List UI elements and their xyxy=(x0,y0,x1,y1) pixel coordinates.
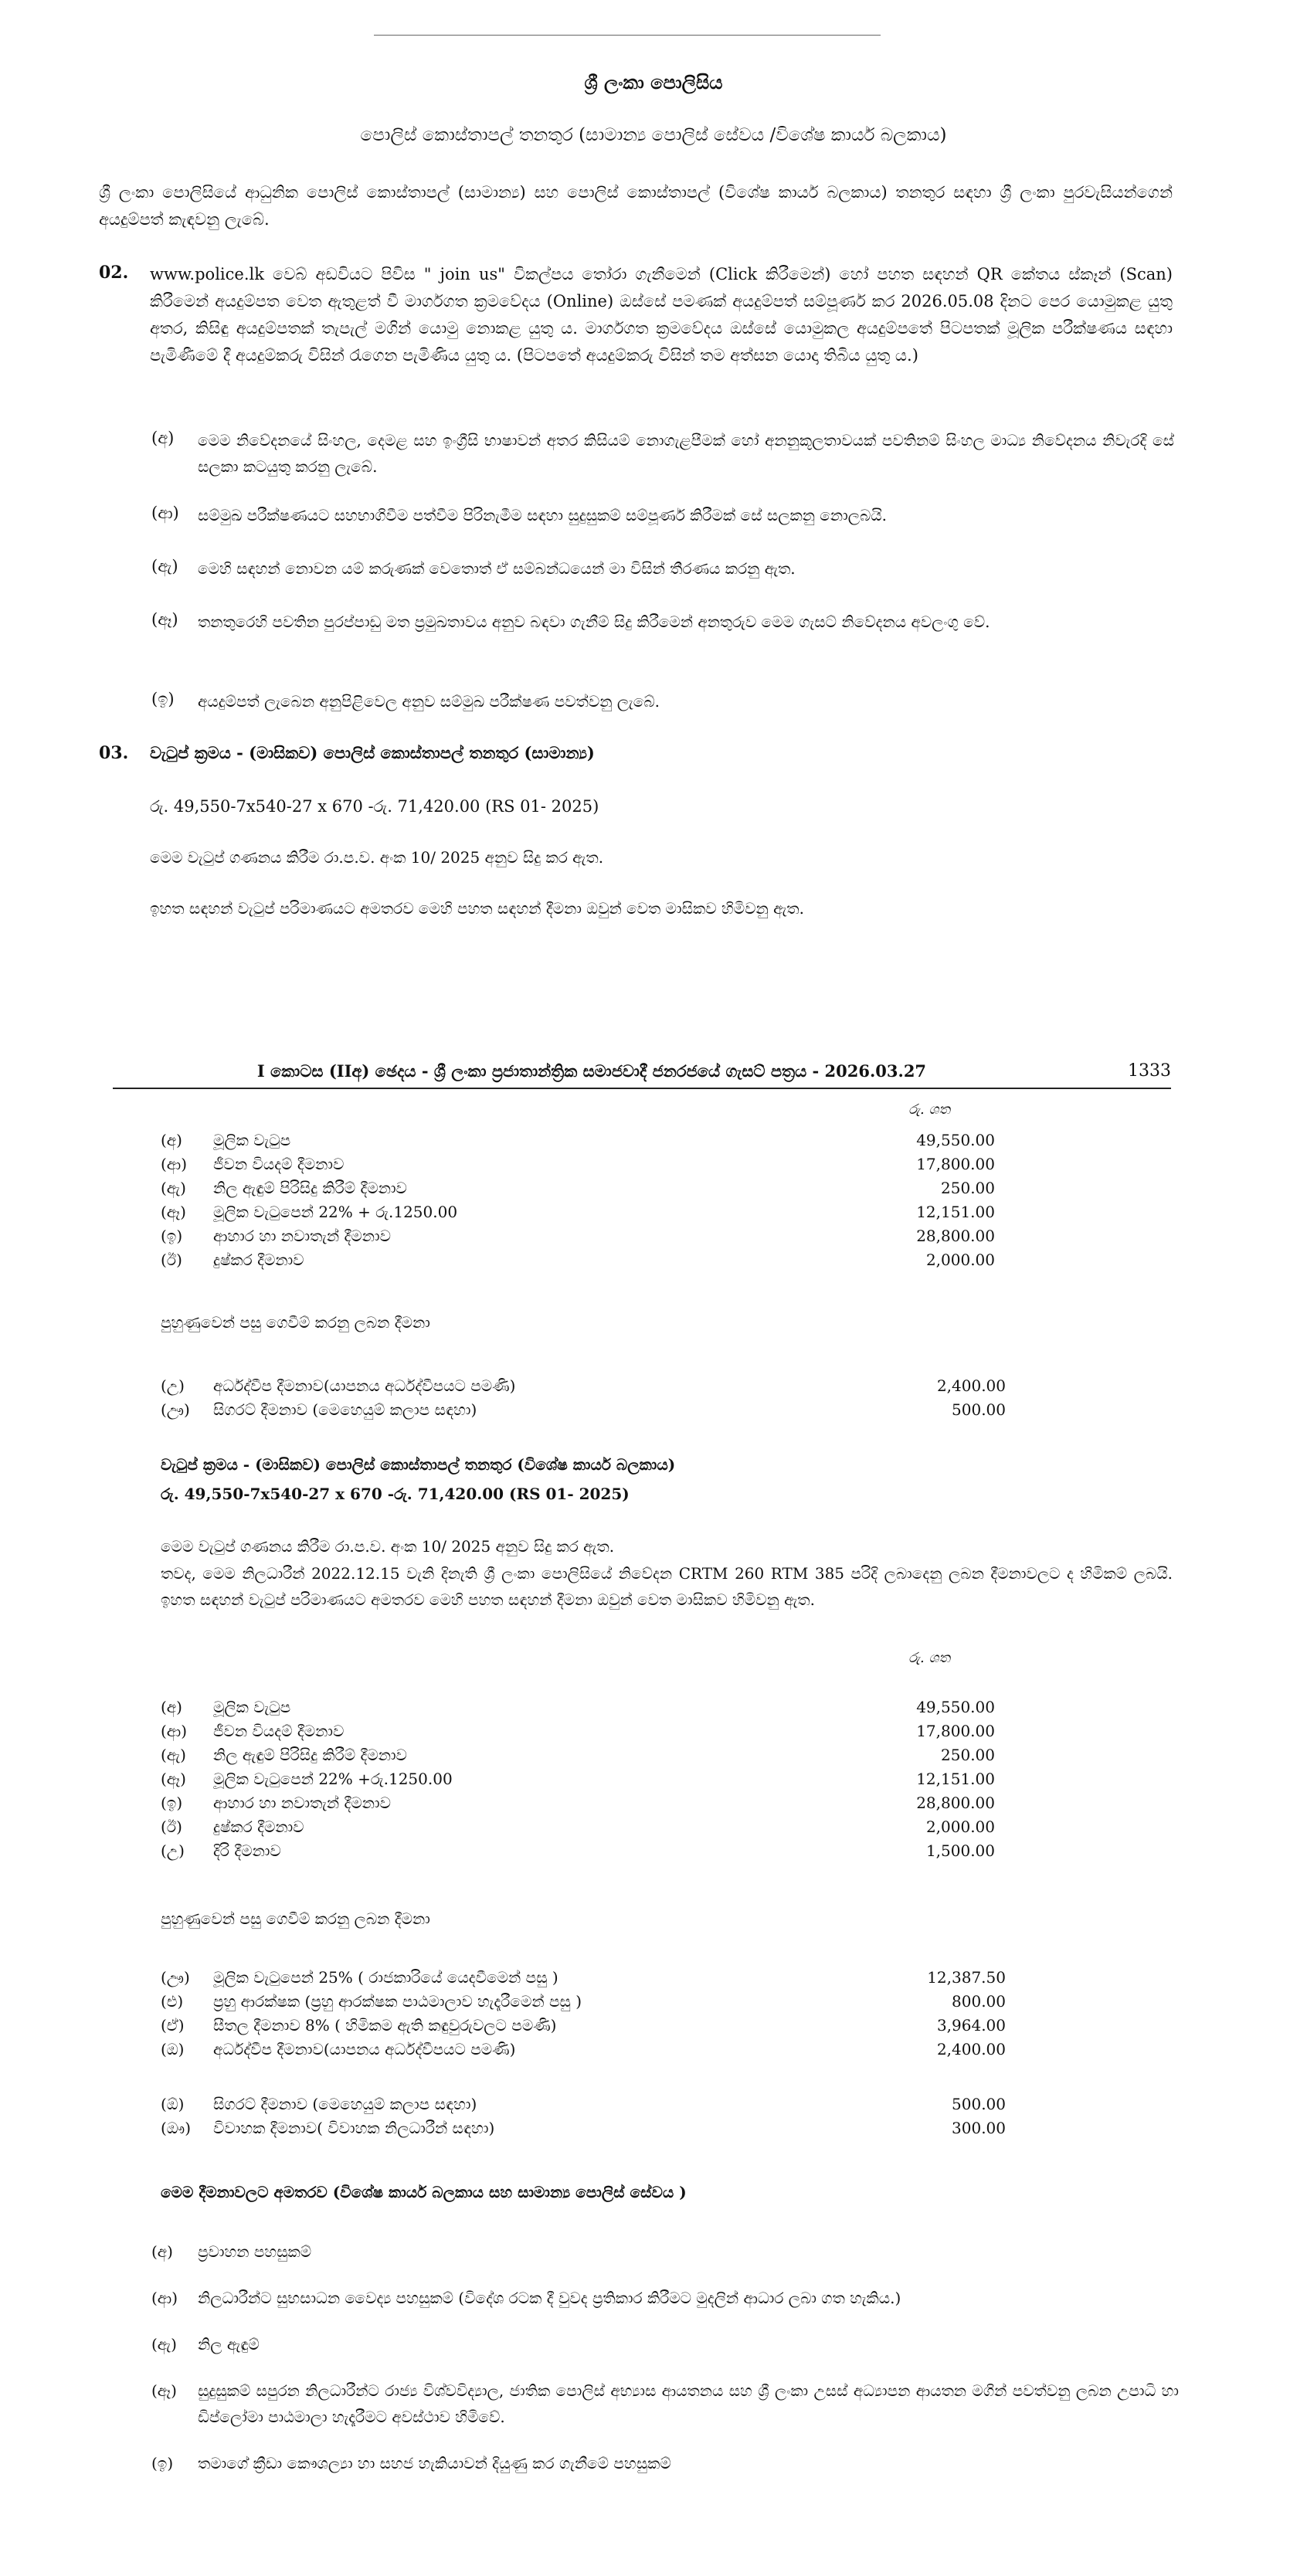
after-training-table-1 xyxy=(161,1376,1006,1424)
row-value: 300.00 xyxy=(952,2119,1006,2137)
page-title: ශ්‍රී ලංකා පොලිසිය xyxy=(584,71,723,93)
list-item-letter: (ඇ) xyxy=(151,557,178,575)
table-row xyxy=(161,2119,1006,2143)
list-item-text: ප්‍රවාහන පහසුකම් xyxy=(198,2242,312,2261)
row-label: සිගරට් දීමනාව (මෙහෙයුම් කලාප සඳහා) xyxy=(213,1400,477,1419)
list-item xyxy=(151,2450,1179,2476)
post-title: පොලිස් කොස්තාපල් තනතුර (සාමාන්‍ය පොලිස් සේවය /විශේෂ කාර්ය බලකාය) xyxy=(360,125,947,145)
intro-paragraph: ශ්‍රී ලංකා පොලිසියේ ආධුනික පොලිස් කොස්තාපල් (සාමාන්‍ය) සහ පොලිස් කොස්තාපල් (විශේෂ කාර්ය බලකාය) තනතුර සඳහා ශ්‍රී ලංකා පුරවැසියන්ගෙන් අයදුම්පත් කැඳවනු ලැබේ. xyxy=(99,183,1173,229)
row-value: 250.00 xyxy=(941,1746,995,1764)
row-value: 500.00 xyxy=(952,1400,1006,1419)
row-value: 1,500.00 xyxy=(925,1841,995,1860)
gazette-page-header xyxy=(113,1060,1171,1089)
after-training-heading: පුහුණුවෙන් පසු ගෙවීම් කරනු ලබන දීමනා xyxy=(161,1909,430,1928)
row-label: දිරි දීමනාව xyxy=(213,1841,281,1860)
list-item-letter: (ඉ) xyxy=(151,2454,174,2472)
row-label: අර්ධද්වීප දීමනාව(යාපනය අර්ධද්වීපයට පමණි) xyxy=(213,1376,516,1395)
row-label: අර්ධද්වීප දීමනාව(යාපනය අර්ධද්වීපයට පමණි) xyxy=(213,2040,516,2058)
row-letter: (උ) xyxy=(161,1841,185,1860)
list-item-text: මෙම නිවේදනයේ සිංහල, දෙමළ සහ ඉංග්‍රීසි භාෂාවන් අතර කිසියම් නොගැළපීමක් හෝ අනනුකූලතාවයක් පවතිනම් සිංහල මාධ්‍ය නිවේදනය නිවැරදි සේ සලකා කටයුතු කරනු ලැබේ. xyxy=(198,431,1174,476)
row-label: දුෂ්කර දීමනාව xyxy=(213,1817,304,1836)
list-item-text: සුදුසුකම් සපුරන නිලධාරීන්ට රාජ්‍ය විශ්වවිද්‍යාල, ජාතික පොලිස් අභ්‍යාස ආයතනය සහ ශ්‍රී ලංකා උසස් අධ්‍යාපන ආයතන මගින් පවත්වනු ලබන උපාධි හා ඩිප්ලෝමා පාඨමාලා හැදෑරීමට අවස්ථාව හිමිවේ. xyxy=(198,2381,1179,2426)
row-letter: (ඈ) xyxy=(161,1203,186,1221)
row-value: 12,387.50 xyxy=(927,1968,1006,1987)
list-item-text: මෙහි සඳහන් නොවන යම් කරුණක් වෙතොත් ඒ සම්බන්ධයෙන් මා විසින් තීරණය කරනු ඇත. xyxy=(198,559,796,578)
row-label: දුෂ්කර දීමනාව xyxy=(213,1251,304,1269)
table-row xyxy=(161,1227,995,1251)
row-value: 250.00 xyxy=(941,1179,995,1197)
page-number: 1333 xyxy=(1128,1061,1171,1081)
allowance-table-2 xyxy=(161,1698,995,1865)
list-item xyxy=(151,2377,1179,2430)
row-letter: (අ) xyxy=(161,1698,182,1716)
list-item-letter: (අ) xyxy=(151,2242,173,2261)
table-row xyxy=(161,1179,995,1203)
row-value: 2,000.00 xyxy=(925,1817,995,1836)
table-row xyxy=(161,1968,1006,1992)
row-label: ආහාර හා නවාතැන් දීමනාව xyxy=(213,1794,391,1812)
row-value: 2,400.00 xyxy=(936,1376,1006,1395)
row-value: 17,800.00 xyxy=(916,1155,995,1173)
row-value: 3,964.00 xyxy=(936,2016,1006,2035)
row-letter: (ඉ) xyxy=(161,1227,183,1245)
row-letter: (ඇ) xyxy=(161,1746,186,1764)
row-letter: (ආ) xyxy=(161,1722,188,1740)
row-letter: (ඈ) xyxy=(161,1770,186,1788)
table-row xyxy=(161,1841,995,1865)
table-row xyxy=(161,1817,995,1841)
list-item xyxy=(151,2238,1179,2265)
table-row xyxy=(161,1722,995,1746)
row-value: 500.00 xyxy=(952,2095,1006,2113)
benefits-heading: මෙම දීමනාවලට අමතරව (විශේෂ කාර්ය බලකාය සහ සාමාන්‍ය පොලිස් සේවය ) xyxy=(161,2183,687,2201)
list-item-letter: (අ) xyxy=(151,429,175,447)
row-label: ප්‍රහු ආරක්ෂක (ප්‍රහු ආරක්ෂක පාඨමාලාව හැදෑරීමෙන් පසු ) xyxy=(213,1992,582,2011)
top-rule xyxy=(374,35,881,36)
row-label: ආහාර හා නවාතැන් දීමනාව xyxy=(213,1227,391,1245)
row-value: 28,800.00 xyxy=(916,1227,995,1245)
row-letter: (ඌ) xyxy=(161,1968,190,1987)
row-label: ජීවන වියදම් දීමනාව xyxy=(213,1155,345,1173)
table-row xyxy=(161,1698,995,1722)
row-letter: (ඌ) xyxy=(161,1400,190,1419)
row-value: 2,400.00 xyxy=(936,2040,1006,2058)
row-label: මූලික වැටුප xyxy=(213,1698,291,1716)
section-number-02: 02. xyxy=(99,263,129,283)
table-row xyxy=(161,1376,1006,1400)
list-item-letter: (ඉ) xyxy=(151,690,175,708)
unit-label: රු. ශත xyxy=(908,1101,950,1118)
after-training-table-2b xyxy=(161,2095,1006,2143)
row-label: මූලික වැටුපෙන් 25% ( රාජකාරියේ යෙදවීමෙන් පසු ) xyxy=(213,1968,558,1987)
row-value: 2,000.00 xyxy=(925,1251,995,1269)
stf-note-paragraph: තවද, මෙම නිලධාරීන් 2022.12.15 වැනි දිනැති ශ්‍රී ලංකා පොලිසියේ නිවේදන CRTM 260 RTM 385 පරිදි ලබාදෙනු ලබන දීමනාවලට ද හිමිකම් ලබයි. ඉහත සඳහන් වැටුප් පරිමාණයට අමතරව මෙහි පහත සඳහන් දීමනා ඔවුන් වෙත මාසිකව හිමිවනු ඇත. xyxy=(161,1564,1173,1609)
row-letter: (ඊ) xyxy=(161,1817,182,1836)
section-number-03: 03. xyxy=(99,743,129,763)
list-item-text: තනතුරෙහි පවතින පුරප්පාඩු මත ප්‍රමුඛතාවය අනුව බඳවා ගැනීම් සිදු කිරීමෙන් අනතුරුව මෙම ගැසට් නිවේදනය අවලංගු වේ. xyxy=(198,613,990,631)
salary-note: ඉහත සඳහන් වැටුප් පරිමාණයට අමතරව මෙහි පහත සඳහන් දීමනා ඔවුන් වෙත මාසිකව හිමිවනු ඇත. xyxy=(150,899,805,918)
list-item-letter: (ඈ) xyxy=(151,2381,177,2400)
row-label: මූලික වැටුපෙන් 22% + රු.1250.00 xyxy=(213,1203,458,1221)
row-value: 28,800.00 xyxy=(916,1794,995,1812)
row-letter: (එ) xyxy=(161,1992,184,2011)
after-training-table-2a xyxy=(161,1968,1006,2064)
row-letter: (ඒ) xyxy=(161,2016,185,2035)
row-label: මූලික වැටුපෙන් 22% +රු.1250.00 xyxy=(213,1770,453,1788)
table-row xyxy=(161,2040,1006,2064)
row-value: 49,550.00 xyxy=(916,1698,995,1716)
table-row xyxy=(161,1746,995,1770)
row-letter: (ඉ) xyxy=(161,1794,183,1812)
row-label: සිගරට් දීමනාව (මෙහෙයුම් කලාප සඳහා) xyxy=(213,2095,477,2113)
row-letter: (ආ) xyxy=(161,1155,188,1173)
row-value: 12,151.00 xyxy=(916,1770,995,1788)
row-value: 17,800.00 xyxy=(916,1722,995,1740)
row-label: නිල ඇඳුම් පිරිසිදු කිරීම් දීමනාව xyxy=(213,1746,407,1764)
row-value: 800.00 xyxy=(952,1992,1006,2011)
after-training-heading: පුහුණුවෙන් පසු ගෙවීම් කරනු ලබන දීමනා xyxy=(161,1313,430,1332)
row-letter: (ඖ) xyxy=(161,2119,192,2137)
list-item xyxy=(151,2285,1179,2311)
row-value: 12,151.00 xyxy=(916,1203,995,1221)
unit-label: රු. ශත xyxy=(908,1650,950,1666)
table-row xyxy=(161,1131,995,1155)
table-row xyxy=(161,1992,1006,2016)
table-row xyxy=(161,1770,995,1794)
row-label: සීතල දීමනාව 8% ( හිමිකම ඇති කඳුවුරුවලට පමණි) xyxy=(213,2016,557,2035)
stf-note: මෙම වැටුප් ගණනය කිරීම රා.ප.ව. අංක 10/ 2025 අනුව සිදු කර ඇත. xyxy=(161,1537,615,1556)
row-label: මූලික වැටුප xyxy=(213,1131,291,1149)
row-letter: (ඕ) xyxy=(161,2095,185,2113)
salary-note: මෙම වැටුප් ගණනය කිරීම රා.ප.ව. අංක 10/ 2025 අනුව සිදු කර ඇත. xyxy=(150,848,604,867)
gazette-header-title: I කොටස (IIඅ) ඡෙදය - ශ්‍රී ලංකා ප්‍රජාතාන්ත්‍රික සමාජවාදී ජනරජයේ ගැසට් පත්‍රය - 2026.03.27 xyxy=(256,1061,927,1081)
table-row xyxy=(161,2016,1006,2040)
row-letter: (ඔ) xyxy=(161,2040,185,2058)
row-letter: (ඊ) xyxy=(161,1251,182,1269)
row-letter: (අ) xyxy=(161,1131,182,1149)
section-02-text: www.police.lk වෙබ් අඩවියට පිවිස " join us" විකල්පය තෝරා ගැනීමෙන් (Click කිරීමෙන්) හෝ පහත සඳහන් QR කේතය ස්කෑන් (Scan) කිරීමෙන් අයදුම්පත වෙත ඇතුළත් වී මාර්ගගත ක්‍රමවේදය (Online) ඔස්සේ පමණක් අයදුම්පත් සම්පූර්ණ කර 2026.05.08 දිනට පෙර යොමුකළ යුතු අතර, කිසිඳු අයදුම්පතක් තැපැල් මගින් යොමු නොකළ යුතු ය. මාර්ගගත ක්‍රමවේදය ඔස්සේ යොමුකල අයදුම්පතේ පිටපතක් මූලික පරීක්ෂණය සඳහා පැමිණීමේ දී අයදුම්කරු විසින් රැගෙන පැමිණිය යුතු ය. (පිටපතේ අයදුම්කරු විසින් තම අත්සන යොදා තිබිය යුතු ය.) xyxy=(150,265,1173,365)
table-row xyxy=(161,1155,995,1179)
table-row xyxy=(161,1794,995,1817)
list-item-letter: (ඇ) xyxy=(151,2335,177,2354)
row-value: 49,550.00 xyxy=(916,1131,995,1149)
section-03-heading: වැටුප් ක්‍රමය - (මාසිකව) පොලිස් කොස්තාපල් තනතුර (සාමාන්‍ය) xyxy=(150,743,595,762)
list-item-letter: (ඈ) xyxy=(151,610,178,629)
row-label: ජීවන වියදම් දීමනාව xyxy=(213,1722,345,1740)
list-item-letter: (ආ) xyxy=(151,504,179,522)
list-item-text: අයදුම්පත් ලැබෙන අනුපිළිවෙල අනුව සම්මුඛ පරීක්ෂණ පවත්වනු ලැබේ. xyxy=(198,692,660,711)
table-row xyxy=(161,2095,1006,2119)
row-label: විවාහක දීමනාව( විවාහක නිලධාරීන් සඳහා) xyxy=(213,2119,495,2137)
row-letter: (ඇ) xyxy=(161,1179,186,1197)
list-item-text: තමාගේ ක්‍රීඩා කෞශල්‍යා හා සහජ හැකියාවන් දියුණු කර ගැනීමේ පහසුකම් xyxy=(198,2454,671,2472)
stf-heading: වැටුප් ක්‍රමය - (මාසිකව) පොලිස් කොස්තාපල් තනතුර (විශේෂ කාර්ය බලකාය) xyxy=(161,1455,676,1474)
list-item xyxy=(151,2331,1179,2357)
list-item-text: නිලධාරීන්ට සුභසාධන වෛද්‍ය පහසුකම් (විදේශ රටක දී වුවද ප්‍රතිකාර කිරීමට මුදලින් ආධාර ලබා ගත හැකිය.) xyxy=(198,2289,901,2307)
table-row xyxy=(161,1251,995,1274)
list-item-text: සම්මුඛ පරීක්ෂණයට සහභාගිවීම පත්වීම පිරිනැමීම සඳහා සුදුසුකම් සම්පූර්ණ කිරීමක් සේ සලකනු නොලබයි. xyxy=(198,506,888,524)
table-row xyxy=(161,1203,995,1227)
list-item-text: නිල ඇඳුම් xyxy=(198,2335,260,2354)
benefits-list xyxy=(151,2238,1179,2496)
stf-salary-scale: රු. 49,550-7x540-27 x 670 -රු. 71,420.00 (RS 01- 2025) xyxy=(161,1485,630,1503)
allowance-table-1 xyxy=(161,1131,995,1274)
table-row xyxy=(161,1400,1006,1424)
row-label: නිල ඇඳුම් පිරිසිදු කිරීම් දීමනාව xyxy=(213,1179,407,1197)
list-item-letter: (ආ) xyxy=(151,2289,178,2307)
row-letter: (උ) xyxy=(161,1376,185,1395)
salary-scale: රු. 49,550-7x540-27 x 670 -රු. 71,420.00 (RS 01- 2025) xyxy=(150,797,599,816)
